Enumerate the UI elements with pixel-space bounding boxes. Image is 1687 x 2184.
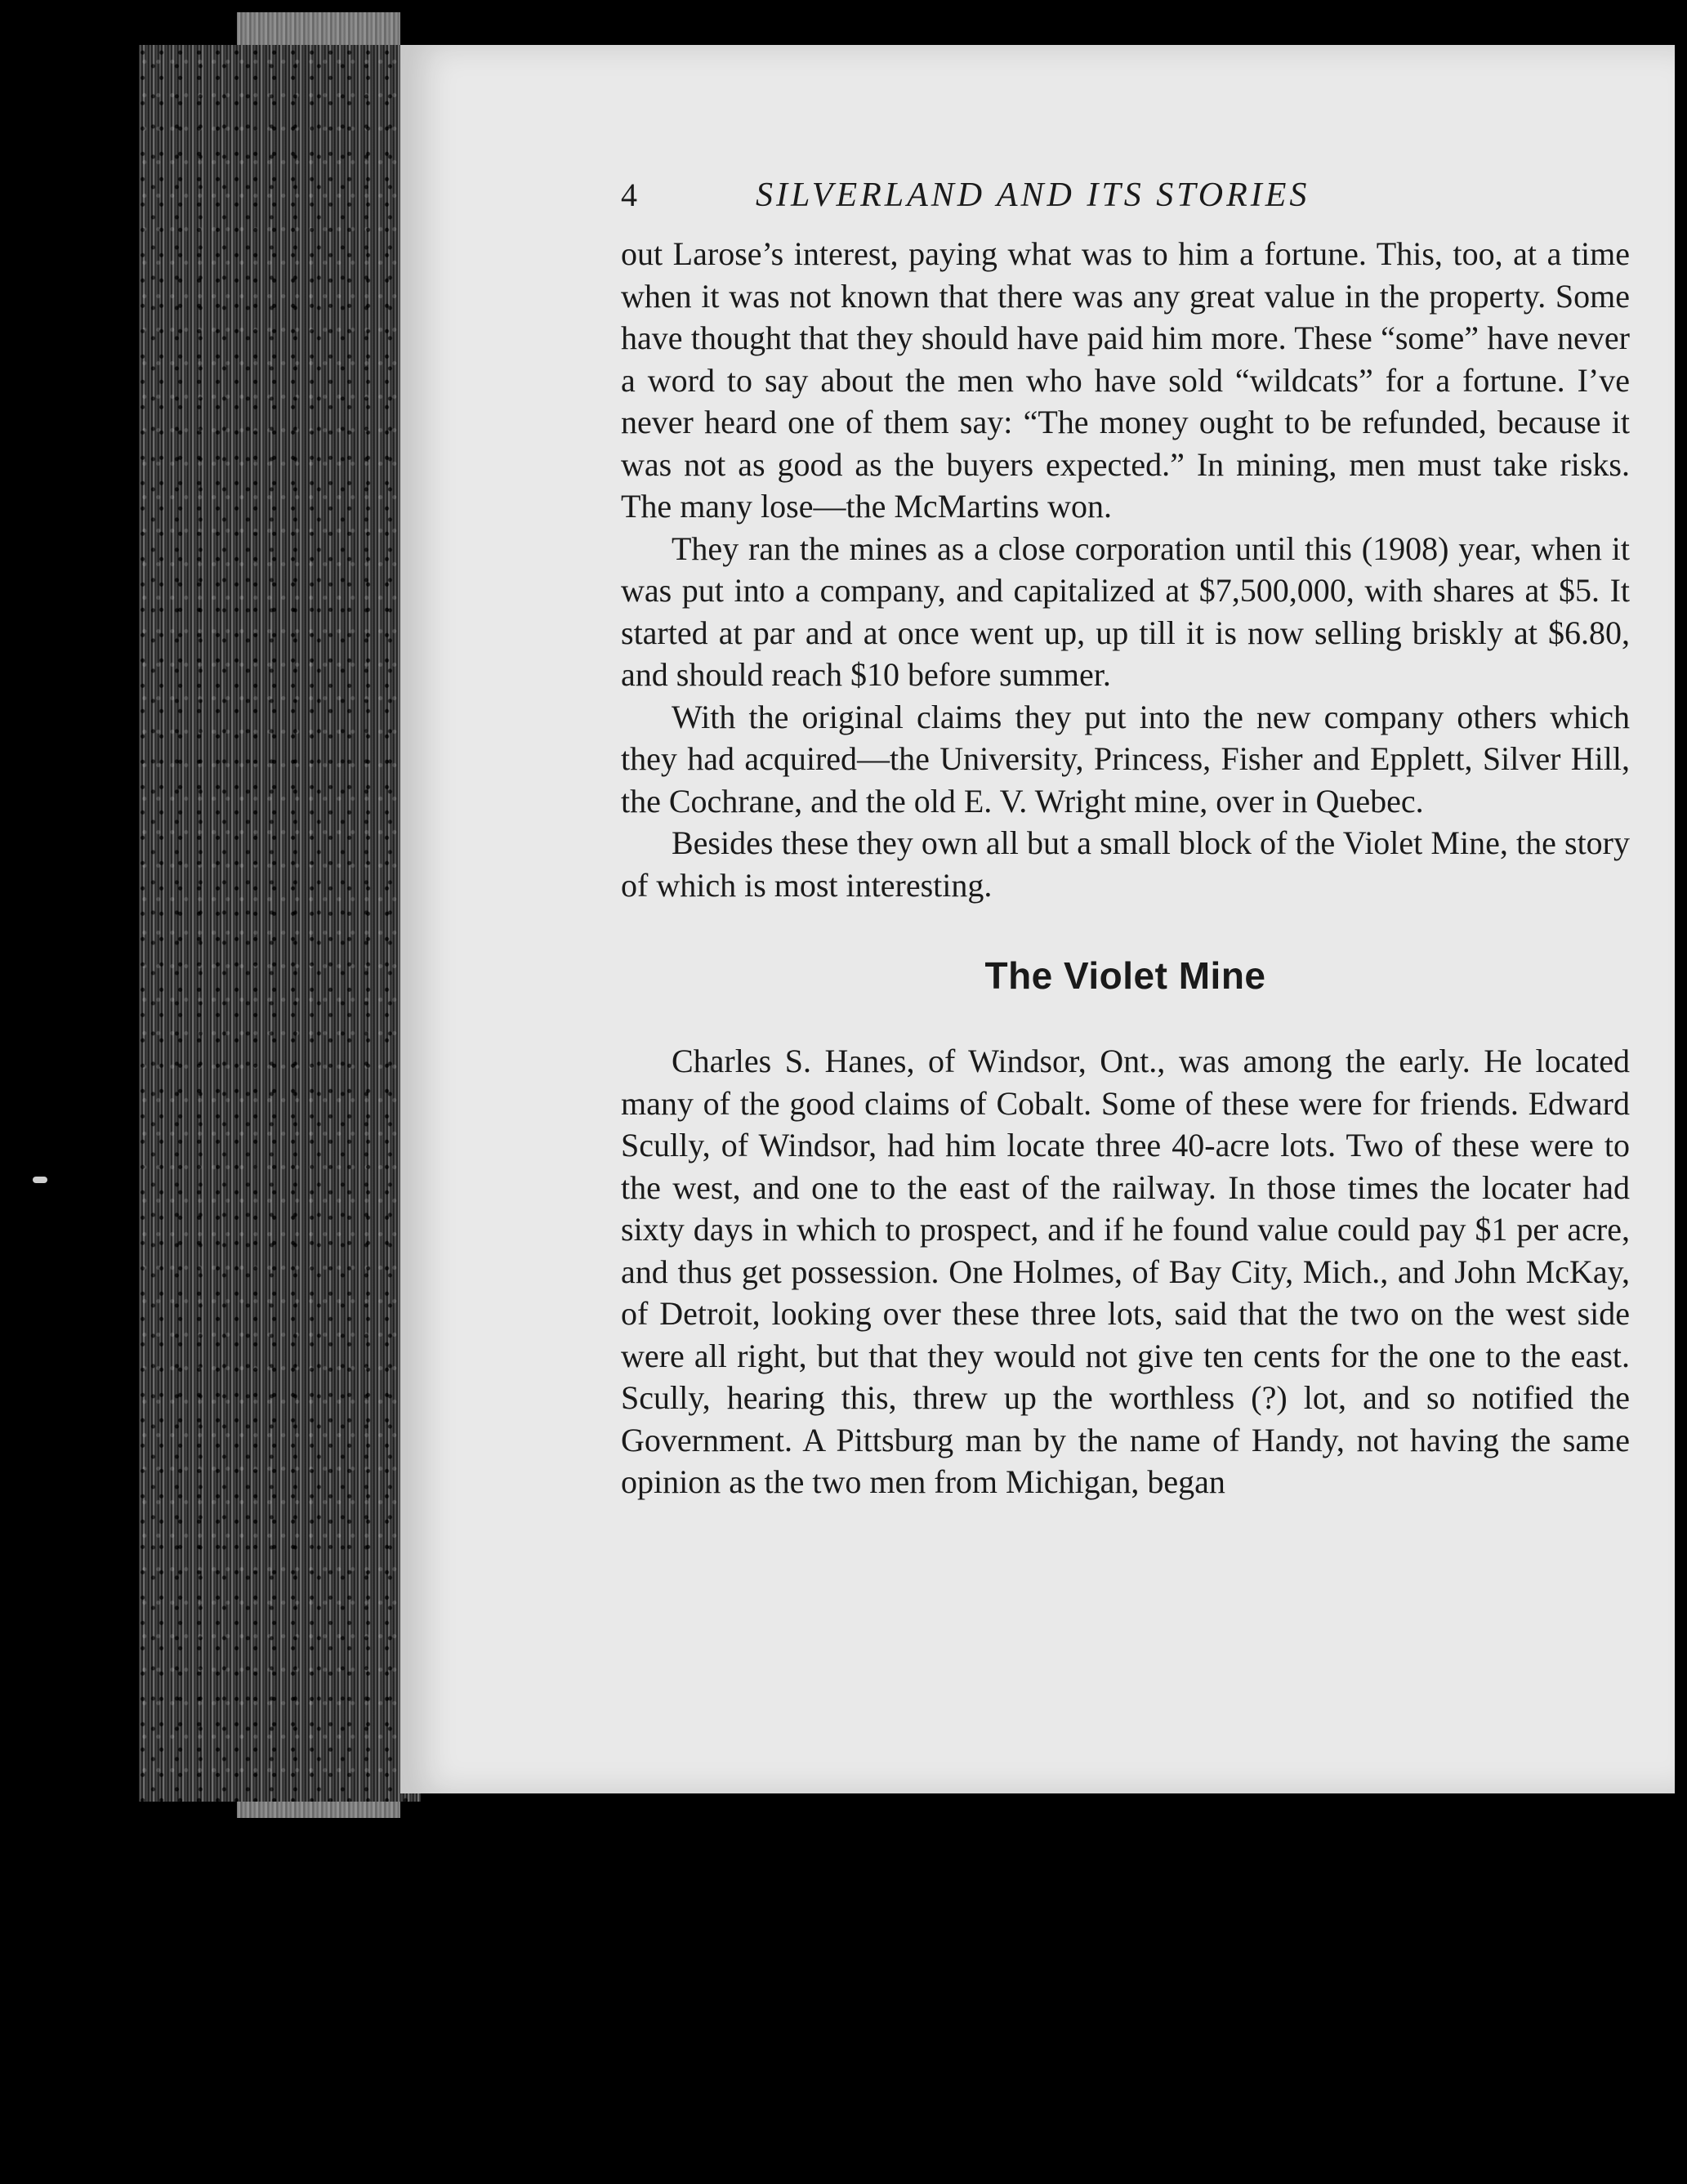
section-paragraph: Charles S. Hanes, of Windsor, Ont., was among the early. He located many of the good claims of Cobalt. Some of these were for friends. Edward Scully, of Windsor, had him locate three 40-acre lots. Two of these were to the west, and one to the east of the railway. In those times the locater had sixty days in which to prospect, and if he found value could pay $1 per acre, and thus get possession. One Holmes, of Bay City, Mich., and John McKay, of Detroit, looking over these three lots, said that the two on the west side were all right, but that they would not give ten cents for the one to the east. Scully, hearing this, threw up the worthless (?) lot, and so notified the Government. A Pittsburg man by the name of Handy, not having the same opinion as the two men from Michigan, began: [621, 1043, 1630, 1500]
paragraph-4: Besides these they own all but a small block of the Violet Mine, the story of which is most interesting.: [621, 824, 1630, 904]
paragraph-2: They ran the mines as a close corporation until this (1908) year, when it was put into a company, and capitalized at $7,500,000, with shares at $5. It started at par and at once went up, up till it is now selling briskly at $6.80, and should reach $10 before summer.: [621, 529, 1630, 693]
book-page-edges: [139, 45, 421, 1802]
running-head: [621, 176, 1630, 233]
paragraph-1: out Larose’s interest, paying what was to him a fortune. This, too, at a time when it was not known that there was any great value in the property. Some have thought that they should have paid him more. These “some” have never a word to say about the men who have sold “wildcats” for a fortune. I’ve never heard one of them say: “The money ought to be refunded, because it was not as good as the buyers expected.” In mining, men must take risks. The many lose—the McMartins won.: [621, 235, 1630, 525]
page-text-block: [621, 176, 1630, 1503]
gutter-speck: [33, 1177, 47, 1183]
book-page: [400, 45, 1675, 1793]
running-head-title: SILVERLAND AND ITS STORIES: [756, 176, 1310, 214]
page-number: 4: [621, 176, 637, 213]
paragraph-3: With the original claims they put into the new company others which they had acquired—the University, Princess, Fisher and Epplett, Silver Hill, the Cochrane, and the old E. V. Wright mine, over in Quebec.: [621, 698, 1630, 820]
section-heading: The Violet Mine: [984, 954, 1266, 997]
